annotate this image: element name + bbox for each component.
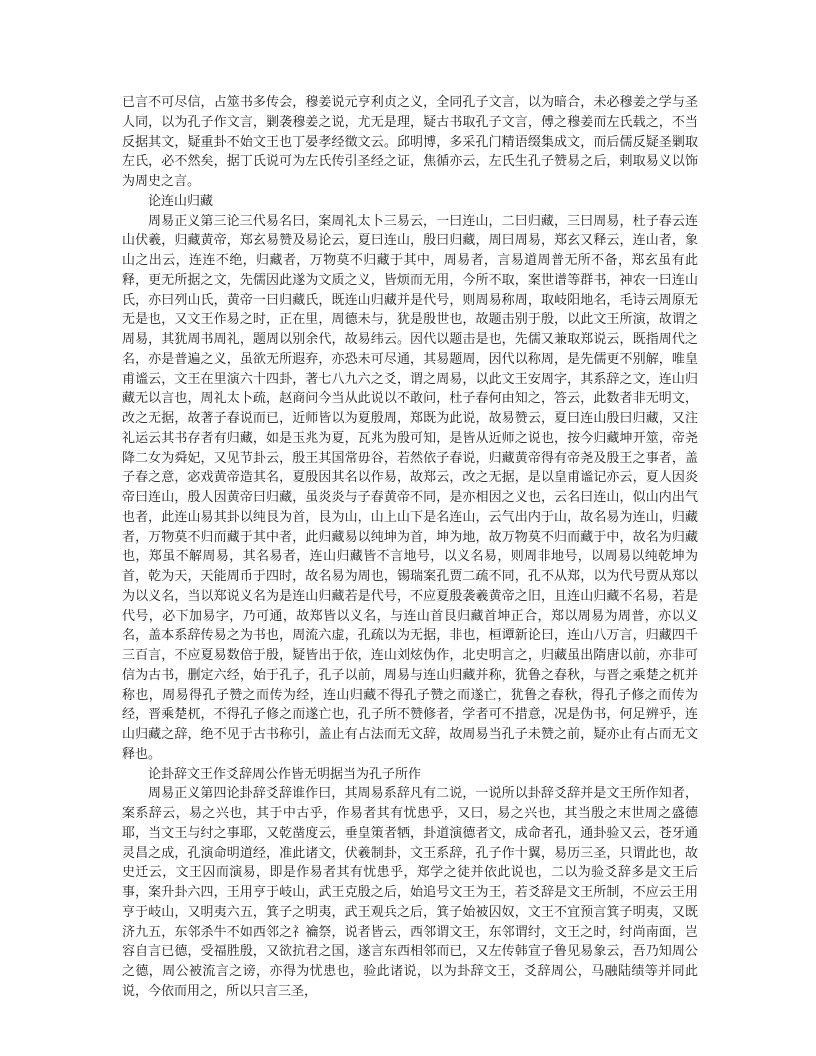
paragraph-three-dynasties: 周易正义第三论三代易名曰，案周礼太卜三易云，一曰连山，二曰归藏，三曰周易，杜子春云连山伏羲，归藏黄帝，郑玄易赞及易论云，夏曰连山，殷曰归藏，周曰周易，郑玄又释云，连山者，象山之出云，连连不绝，归藏者，万物莫不归藏于其中，周易者，言易道周普无所不备，郑玄虽有此释，更无所据之文，先儒因此遂为文质之义，皆烦而无用，今所不取，案世谱等群书，神农一曰连山氏，亦曰列山氏，黄帝一曰归藏氏，既连山归藏并是代号，则周易称周，取岐阳地名，毛诗云周原无无是也，又文王作易之时，正在里，周德未与，犹是殷世也，故题击别于殷，以此文王所演，故谓之周易，其犹周书周礼，题周以别余代，故易纬云。因代以题击是也，先儒又兼取郑说云，既指周代之名，亦是普遍之义，虽欲无所遐弃，亦恐未可尽通，其易题周，因代以称周，是先儒更不别解，唯皇甫谧云，文王在里演六十四卦，著七八九六之爻，谓之周易，以此文王安周字，其系辞之文，连山归藏无以言也，周礼太卜疏，赵商问今当从此说以不敢问，杜子春何由知之，答云，此数者非无明文，改之无据，故著子春说而已，近师皆以为夏殷周，郑既为此说，故易赞云，夏曰连山殷曰归藏，又注礼运云其书存者有归藏，如是玉兆为夏，瓦兆为殷可知，是皆从近师之说也，按今归藏坤开筮，帝尧降二女为舜妃，又见节卦云，殷王其国常毋谷，若然依子春说，归藏黄帝得有帝尧及殷王之事者，盖子春之意，宓戏黄帝造其名，夏殷因其名以作易，故郑云，改之无据，是以皇甫谧记亦云，夏人因炎帝曰连山，殷人因黄帝曰归藏，虽炎炎与子春黄帝不同，是亦相因之义也，云名曰连山，似山内出气也者，此连山易其卦以纯艮为首，艮为山，山上山下是名连山，云气出内于山，故名易为连山，归藏者，万物莫不归而藏于其中者，此归藏易以纯坤为首，坤为地，故万物莫不归而藏于中，故名为归藏也，郑虽不解周易，其名易者，连山归藏皆不言地号，以义名易，则周非地号，以周易以纯乾坤为首，乾为天，天能周币于四时，故名易为周也，锡瑞案孔贾二疏不同，孔不从郑，以为代号贾从郑以为以义名，当以郑说义名为是连山归藏若是代号，不应夏殷袭羲黄帝之旧，且连山归藏不名易，若是代号，必下加易字，乃可通，故郑皆以义名，与连山首艮归藏首坤正合，郑以周易为周普，亦以义名，盖本系辞传易之为书也，周流六虚，孔疏以为无据，非也，桓谭新论曰，连山八万言，归藏四千三百言，不应夏易数倍于殷，疑皆出于依，连山刘炫伪作，北史明言之，归藏虽出隋唐以前，亦非可信为古书，删定六经，始于孔子，孔子以前，周易与连山归藏并称，犹鲁之春秋，与晋之乘楚之杌并称也，周易得孔子赞之而传为经，连山归藏不得孔子赞之而遂亡，犹鲁之春秋，得孔子修之而传为经，晋乘楚杌，不得孔子修之而遂亡也，孔子所不赞修者，学者可不措意，况是伪书，何足辨乎，连山归藏之辞，绝不见于古书称引，盖止有占法而无文辞，故周易当孔子未赞之前，疑亦止有占而无文释也。 (122, 213, 698, 762)
paragraph-opening: 已言不可尽信，占筮书多传会，穆姜说元亨利贞之义，全同孔子文言，以为暗合，未必穆姜之学与圣人同，以为孔子作文言，剿袭穆姜之说，尤无是理，疑古书取孔子文言，傅之穆姜而左氏载之，不当反据其文，疑重卦不始文王也丁晏孝经徵文云。邱明博，多采孔门精语缀集成文，而后儒反疑圣剿取左氏，必不然矣，据丁氏说可为左氏传引圣经之证，焦循亦云，左氏生孔子赞易之后，剌取易义以饰为周史之言。 (122, 95, 698, 189)
section-heading-lianshan-guizang: 论连山归藏 (148, 193, 214, 209)
section-heading-guaci-yaoci: 论卦辞文王作爻辞周公作皆无明据当为孔子所作 (148, 766, 422, 782)
paragraph-authorship: 周易正义第四论卦辞爻辞谁作曰，其周易系辞凡有二说，一说所以卦辞爻辞并是文王所作知者，案系辞云，易之兴也，其于中古乎，作易者其有忧患乎，又曰，易之兴也，其当殷之末世周之盛德耶，当文王与纣之事耶，又乾凿度云，垂皇策者牺，卦道演德者文，成命者孔，通卦验又云，苍牙通灵昌之成，孔演命明道经，准此诸文，伏羲制卦，文王系辞，孔子作十翼，易历三圣，只谓此也，故史迁云，文王囚而演易，即是作易者其有忧患乎，郑学之徒并依此说也，二以为验爻辞多是文王后事，案升卦六四，王用亨于岐山，武王克殷之后，始追号文王为王，若爻辞是文王所制，不应云王用亨于岐山，又明夷六五，箕子之明夷，武王观兵之后，箕子始被囚奴，文王不宜预言箕子明夷，又既济九五，东邻杀牛不如西邻之礻禴祭，说者皆云，西邻谓文王，东邻谓纣，文王之时，纣尚南面，岂容自言已德，受福胜殷，又欲抗君之国，遂言东西相邻而已，又左传韩宣子鲁见易象云，吾乃知周公之德，周公被流言之谤，亦得为忧患也，验此诸说，以为卦辞文王，爻辞周公，马融陆绩等并同此说，今依而用之，所以只言三圣， (122, 786, 698, 999)
document-page (122, 93, 698, 1002)
